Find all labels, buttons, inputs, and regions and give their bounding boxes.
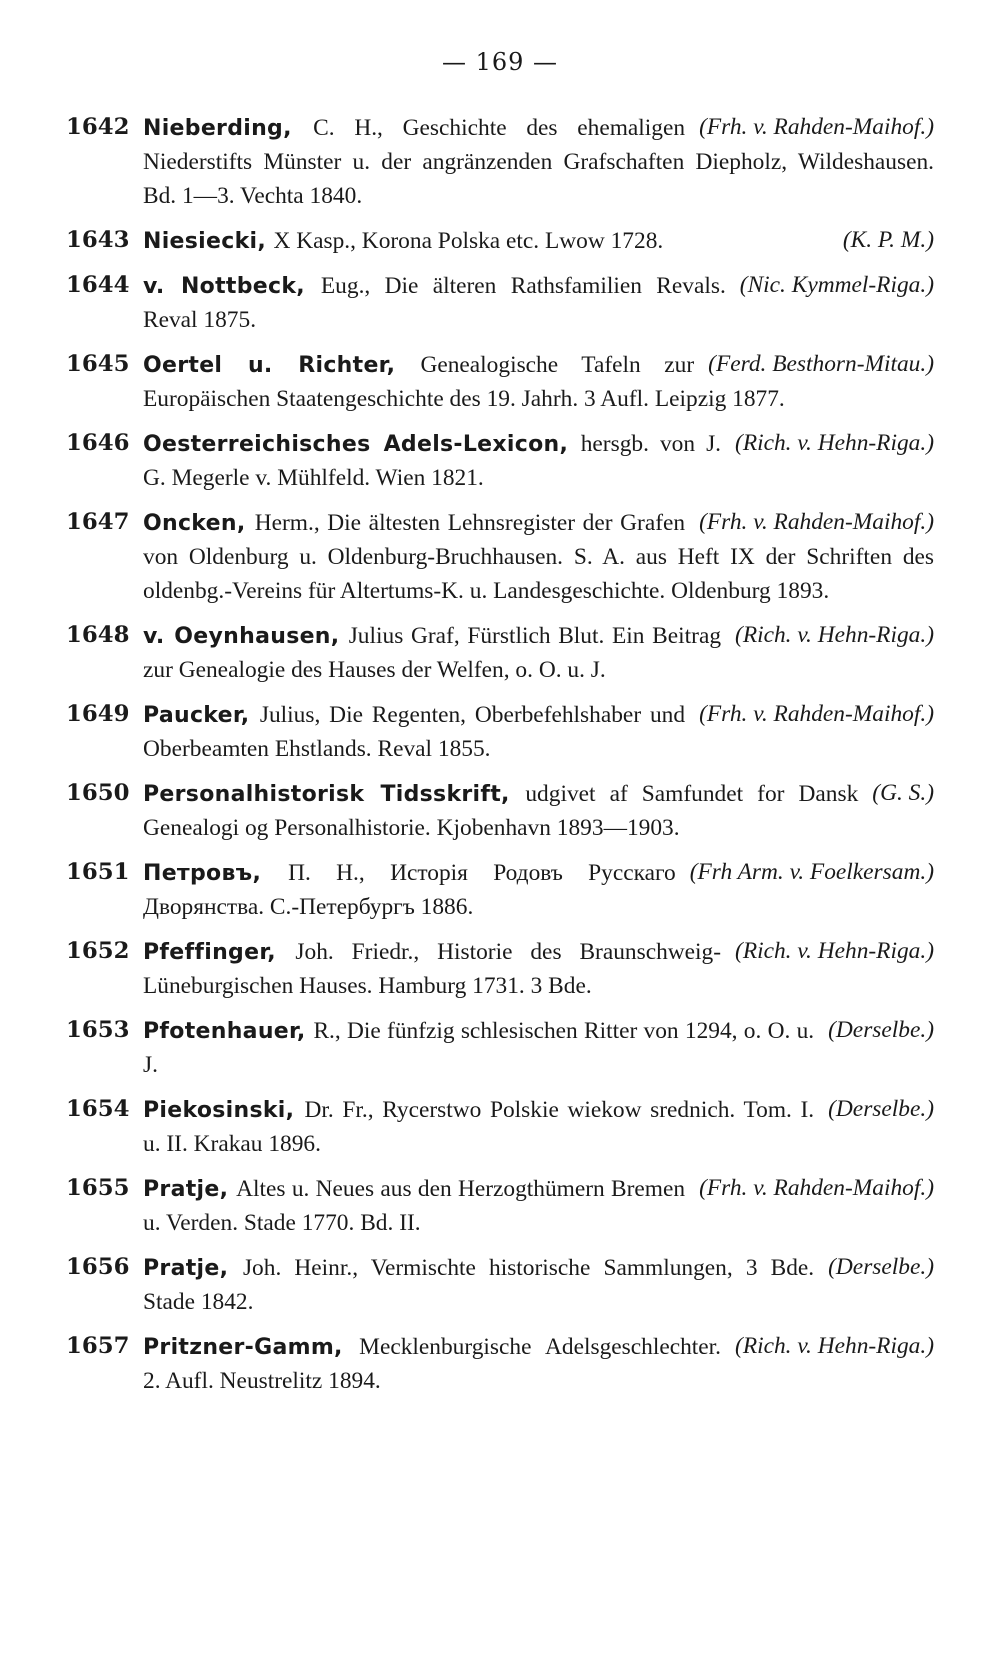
entry-number: 1642 [66,114,130,140]
entry-provenance: (Derselbe.) [828,1254,934,1280]
entry-text: udgivet af Samfundet for Dansk Genealogi og Personalhistorie. Kjobenhavn 1893—1903. [143,781,859,841]
entry-number: 1653 [66,1017,130,1043]
entry-number: 1645 [66,351,130,377]
entry-number: 1657 [66,1333,130,1359]
entry-author: Pritzner-Gamm, [143,1335,343,1360]
entry-number: 1649 [66,701,130,727]
bibliography-entry [66,1172,934,1240]
entry-text: Herm., Die ältesten Lehnsregister der Grafen von Oldenburg u. Oldenburg-Bruchhausen. S. A. aus Heft IX der Schriften des oldenbg.-Vereins für Altertums-K. u. Landesgeschichte. Oldenburg 1893. [143,510,934,604]
entry-text: Joh. Friedr., Historie des Braunschweig-Lüneburgischen Hauses. Hamburg 1731. 3 Bde. [143,939,722,999]
bibliography-entry [66,777,934,845]
entry-number: 1650 [66,780,130,806]
entry-text: X Kasp., Korona Polska etc. Lwow 1728. [273,228,664,254]
entry-author: v. Nottbeck, [143,274,305,299]
entry-number: 1652 [66,938,130,964]
bibliography-list [66,111,934,1409]
bibliography-entry [66,1014,934,1082]
bibliography-entry [66,224,934,258]
entry-author: v. Oeynhausen, [143,624,340,649]
entry-text: П. Н., Исторія Родовъ Русскаго Дворянства. С.-Петербургъ 1886. [143,860,676,920]
entry-author: Oertel u. Richter, [143,353,396,378]
bibliography-entry [66,1093,934,1161]
entry-author: Pfeffinger, [143,940,276,965]
entry-author: Pfotenhauer, [143,1019,306,1044]
entry-provenance: (Rich. v. Hehn-Riga.) [735,1333,934,1359]
entry-provenance: (Derselbe.) [828,1017,934,1043]
entry-number: 1648 [66,622,130,648]
entry-number: 1647 [66,509,130,535]
entry-number: 1646 [66,430,130,456]
entry-provenance: (Frh. v. Rahden-Maihof.) [699,701,934,727]
bibliography-entry [66,619,934,687]
entry-number: 1644 [66,272,130,298]
entry-author: Oesterreichisches Adels-Lexicon, [143,432,569,457]
entry-provenance: (Frh Arm. v. Foelkersam.) [689,859,934,885]
entry-provenance: (Frh. v. Rahden-Maihof.) [699,114,934,140]
entry-provenance: (G. S.) [872,780,934,806]
bibliography-entry [66,506,934,608]
entry-provenance: (Derselbe.) [828,1096,934,1122]
entry-number: 1643 [66,227,130,253]
entry-author: Петровъ, [143,861,262,886]
entry-author: Paucker, [143,703,250,728]
bibliography-entry [66,1251,934,1319]
entry-provenance: (Frh. v. Rahden-Maihof.) [699,509,934,535]
entry-provenance: (K. P. M.) [842,227,934,253]
bibliography-entry [66,935,934,1003]
entry-text: Julius, Die Regenten, Oberbefehlshaber und Oberbeamten Ehstlands. Reval 1855. [143,702,686,762]
entry-author: Personalhistorisk Tidsskrift, [143,782,510,807]
entry-provenance: (Nic. Kymmel-Riga.) [739,272,934,298]
entry-text: R., Die fünfzig schlesischen Ritter von 1294, o. O. u. J. [143,1018,815,1078]
entry-text: Julius Graf, Fürstlich Blut. Ein Beitrag zur Genealogie des Hauses der Welfen, o. O. u. J. [143,623,722,683]
page-number: — 169 — [441,48,559,76]
entry-text: Genealogische Tafeln zur Europäischen Staatengeschichte des 19. Jahrh. 3 Aufl. Leipzig 1877. [143,352,785,412]
bibliography-entry [66,1330,934,1398]
bibliography-entry [66,348,934,416]
entry-author: Nieberding, [143,116,292,141]
entry-text: Eug., Die älteren Rathsfamilien Revals. Reval 1875. [143,273,726,333]
entry-author: Pratje, [143,1177,229,1202]
entry-provenance: (Frh. v. Rahden-Maihof.) [699,1175,934,1201]
entry-author: Piekosinski, [143,1098,295,1123]
entry-number: 1656 [66,1254,130,1280]
entry-text: Dr. Fr., Rycerstwo Polskie wiekow srednich. Tom. I. u. II. Krakau 1896. [143,1097,815,1157]
entry-number: 1651 [66,859,130,885]
entry-author: Niesiecki, [143,229,267,254]
entry-text: hersgb. von J. G. Megerle v. Mühlfeld. Wien 1821. [143,431,722,491]
entry-provenance: (Rich. v. Hehn-Riga.) [735,622,934,648]
bibliography-entry [66,698,934,766]
entry-provenance: (Ferd. Besthorn-Mitau.) [708,351,934,377]
entry-text: Altes u. Neues aus den Herzogthümern Bremen u. Verden. Stade 1770. Bd. II. [143,1176,686,1236]
bibliography-entry [66,111,934,213]
entry-text: C. H., Geschichte des ehemaligen Niederstifts Münster u. der angränzenden Grafschaften Diepholz, Wildeshausen. Bd. 1—3. Vechta 1840. [143,115,934,209]
entry-number: 1654 [66,1096,130,1122]
bibliography-entry [66,427,934,495]
bibliography-entry [66,856,934,924]
bibliography-entry [66,269,934,337]
entry-provenance: (Rich. v. Hehn-Riga.) [735,938,934,964]
entry-text: Mecklenburgische Adelsgeschlechter. 2. Aufl. Neustrelitz 1894. [143,1334,722,1394]
entry-author: Oncken, [143,511,246,536]
entry-author: Pratje, [143,1256,229,1281]
entry-text: Joh. Heinr., Vermischte historische Sammlungen, 3 Bde. Stade 1842. [143,1255,815,1315]
entry-number: 1655 [66,1175,130,1201]
entry-provenance: (Rich. v. Hehn-Riga.) [735,430,934,456]
